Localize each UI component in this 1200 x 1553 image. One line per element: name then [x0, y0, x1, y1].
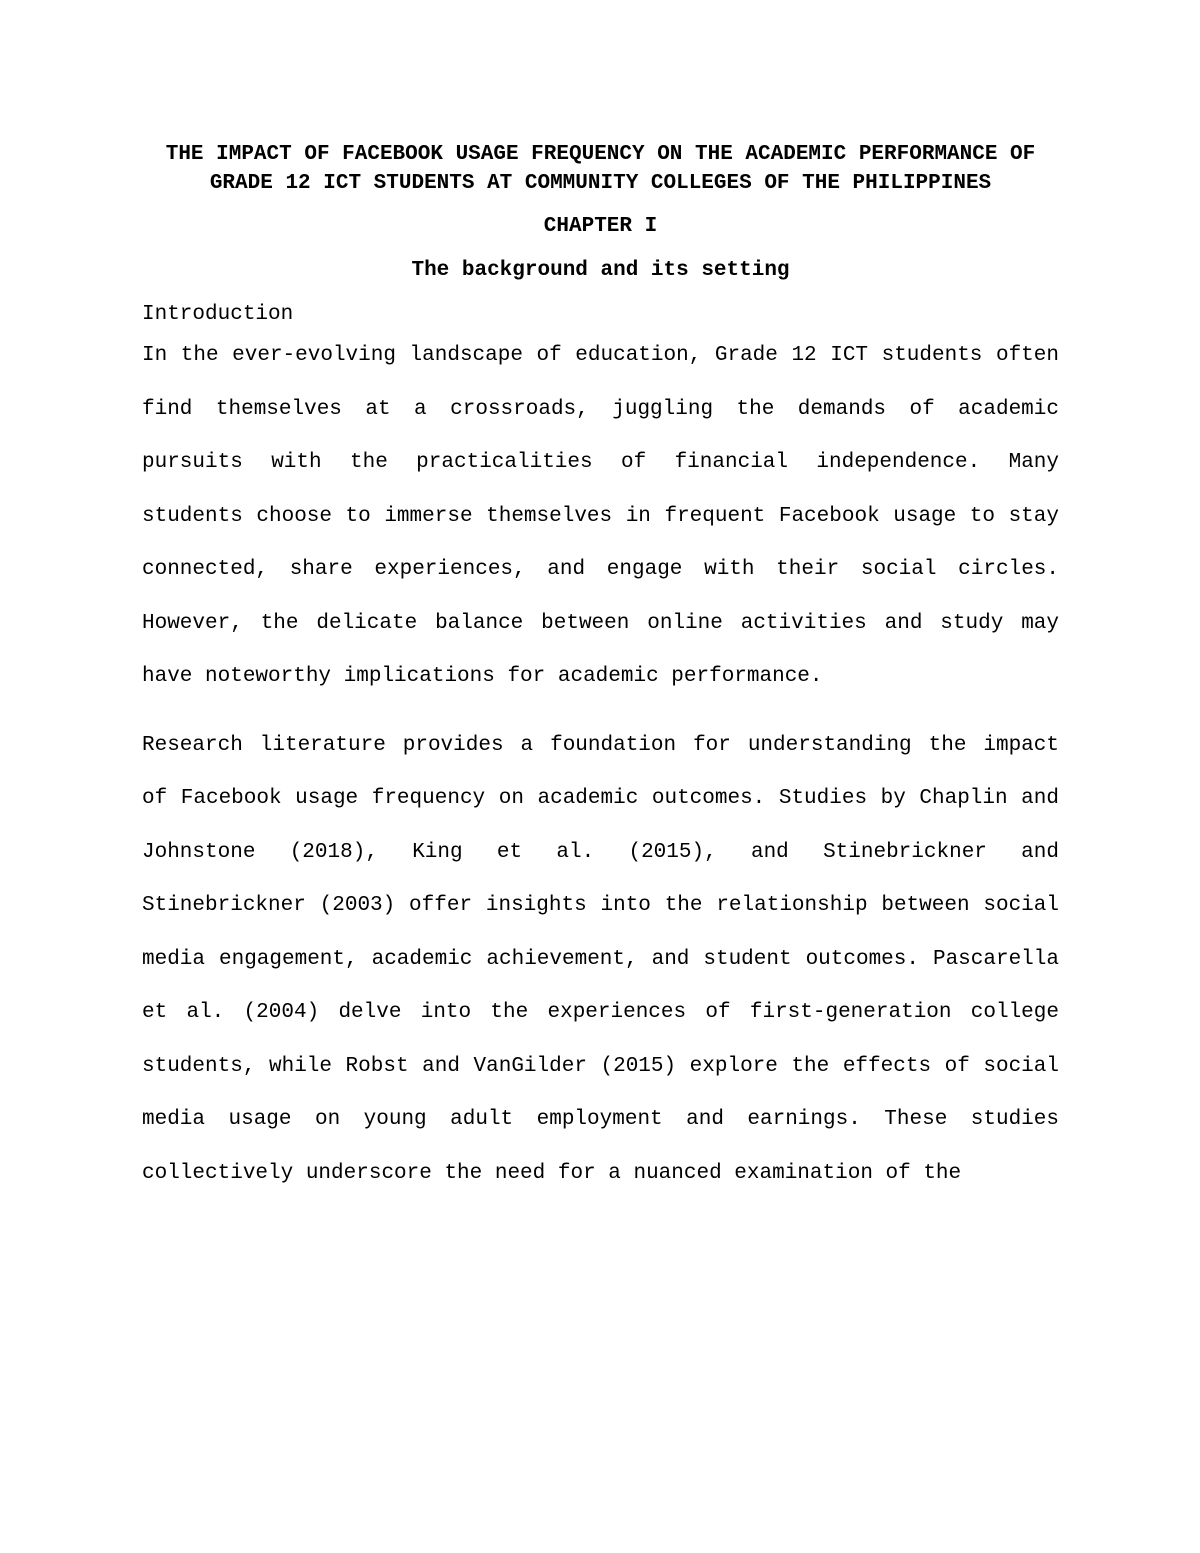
paragraph-2: Research literature provides a foundation for understanding the impact of Facebook usage frequency on academic outcomes. Studies by Chaplin and Johnstone (2018), King et al. (2015), and Stinebrickner and Stinebrickner (2003) offer insights into the relationship between social media engagement, academic achievement, and student outcomes. Pascarella et al. (2004) delve into the experiences of first-generation college students, while Robst and VanGilder (2015) explore the effects of social media usage on young adult employment and earnings. These studies collectively underscore the need for a nuanced examination of the [142, 733, 1059, 1185]
introduction-subheading: Introduction [142, 303, 294, 326]
section-heading: The background and its setting [411, 259, 790, 282]
chapter-heading: CHAPTER I [543, 215, 658, 238]
document-page [142, 140, 1059, 1200]
paragraph-1: In the ever-evolving landscape of education, Grade 12 ICT students often find themselves at a crossroads, juggling the demands of academic pursuits with the practicalities of financial independence. Many students choose to immerse themselves in frequent Facebook usage to stay connected, share experiences, and engage with their social circles. However, the delicate balance between online activities and study may have noteworthy implications for academic performance. [142, 344, 1059, 688]
document-title: THE IMPACT OF FACEBOOK USAGE FREQUENCY ON THE ACADEMIC PERFORMANCE OF GRADE 12 ICT STUDENTS AT COMMUNITY COLLEGES OF THE PHILIPPINES [165, 143, 1036, 195]
